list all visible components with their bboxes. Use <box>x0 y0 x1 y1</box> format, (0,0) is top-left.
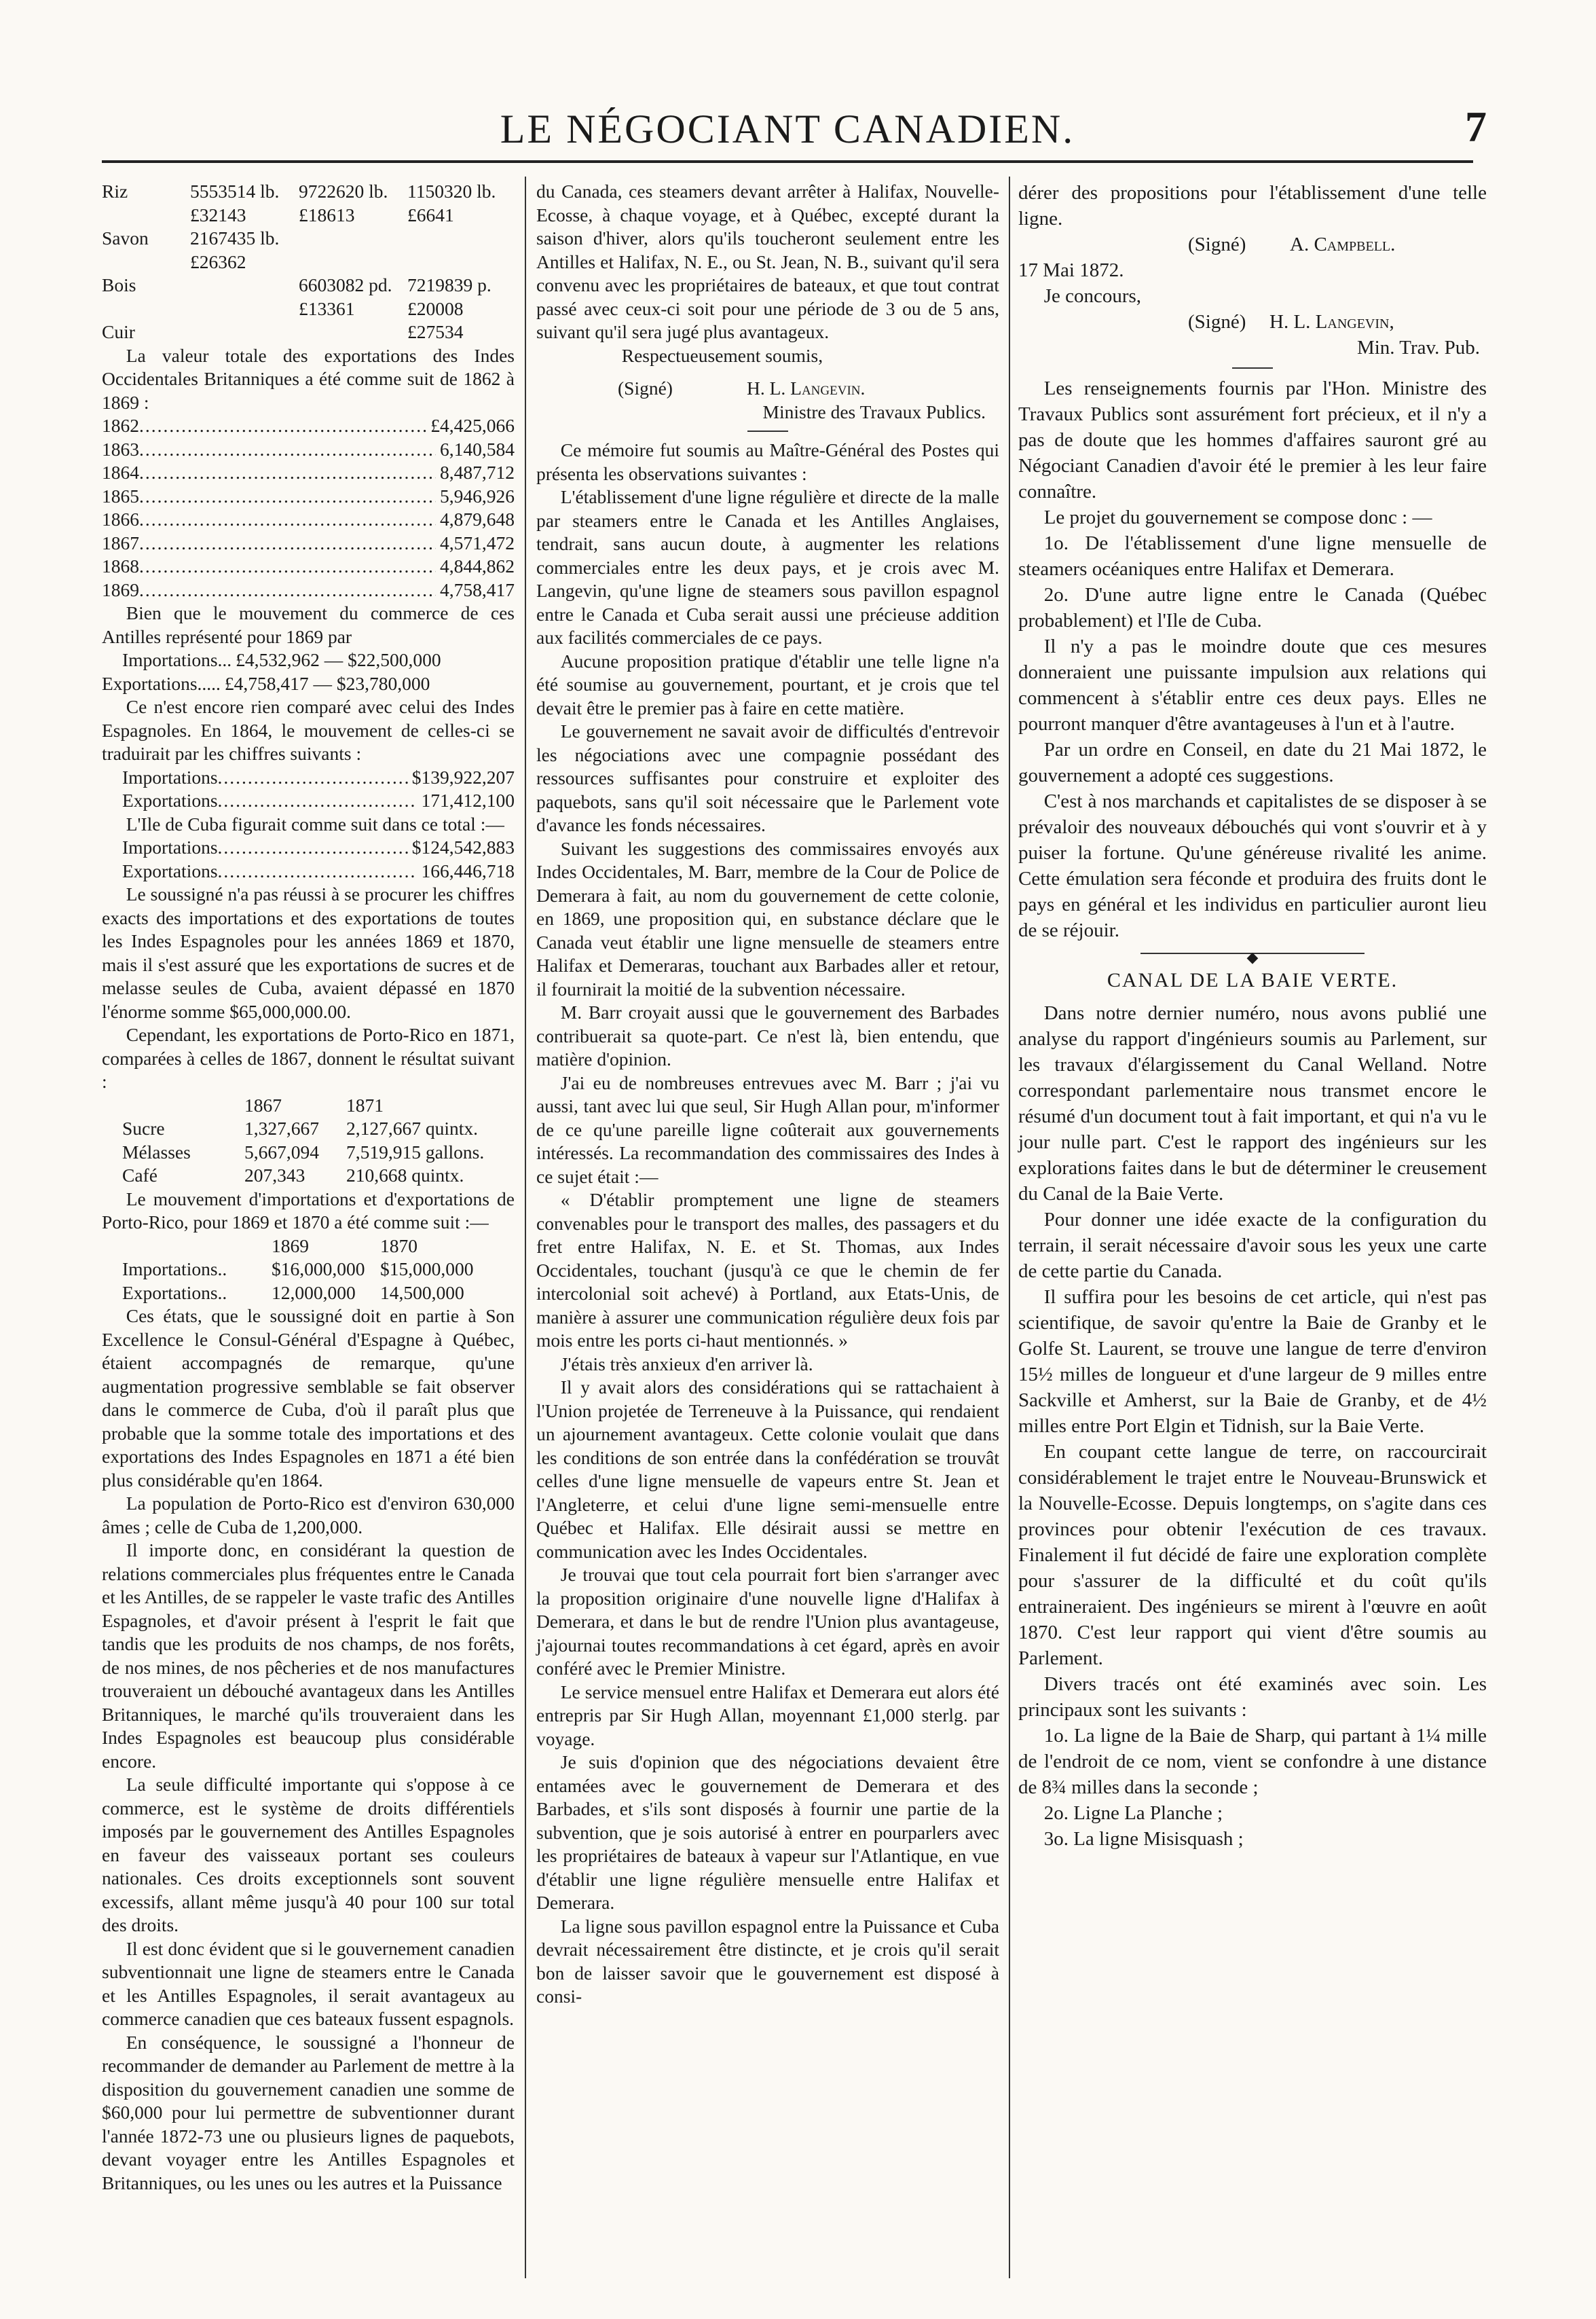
paragraph: Dans notre dernier numéro, nous avons publié une analyse du rapport d'ingénieurs soumis au Parlement, sur les travaux d'élargissement du Canal Welland. Notre correspondant parlementaire nous transmet encore le résumé d'un document tout à fait important, et qui n'a vu le jour nulle part. C'est le rapport des ingénieurs sur les explorations faites dans le but de déterminer le creusement du Canal de la Baie Verte. <box>1018 1002 1487 1205</box>
paragraph: Bien que le mouvement du commerce de ces Antilles représenté pour 1869 par <box>102 602 515 647</box>
date: 17 Mai 1872. <box>1018 259 1124 281</box>
signature: (Signé) A. Campbell. <box>1188 234 1396 255</box>
table-row: Mélasses 5,667,094 7,519,915 gallons. <box>122 1141 485 1163</box>
page-number: 7 <box>1465 103 1487 151</box>
paragraph: La valeur totale des exportations des Indes Occidentales Britanniques a été comme suit de 1862 à 1869 : <box>102 344 515 413</box>
paragraph: Aucune proposition pratique d'établir une telle ligne n'a été soumise au gouvernement, pourtant, et je crois que tel devait être le premier pas à faire en cette matière. <box>536 650 999 718</box>
table-row: 1866 ..... 4,879,648 <box>102 508 515 532</box>
paragraph: Je trouvai que tout cela pourrait fort bien s'arranger avec la proposition originaire d'une nouvelle ligne d'Halifax à Demerara, et dans le but de rendre l'Union plus avantageuse, j'ajournai toutes recommandations à cet égard, après en avoir conféré avec le Premier Ministre. <box>536 1564 999 1679</box>
paragraph: Il n'y a pas le moindre doute que ces mesures donneraient une puissante impulsion aux relations qui commencent à s'établir entre ces deux pays. Elles ne pourront manquer d'être avantageuses à l'un et à l'autre. <box>1018 636 1487 735</box>
column-divider <box>1009 177 1010 2278</box>
table-row: Exportations..... £4,758,417 — $23,780,000 <box>102 672 430 694</box>
table-row: Bois 6603082 pd. 7219839 p. <box>102 274 491 295</box>
column-2 <box>536 180 999 2009</box>
paragraph: du Canada, ces steamers devant arrêter à Halifax, Nouvelle-Ecosse, à chaque voyage, et à Québec, excepté durant la saison d'hiver, alors qu'ils toucheront seulement entre les Antilles et Halifax, N. E., ou St. Jean, N. B., suivant qu'il sera convenu avec les propriétaires de bateaux, et que tout contrat passé avec ceux-ci soit pour une période de 3 ou de 5 ans, suivant qu'il sera jugé plus avantageux. <box>536 181 999 342</box>
list-item: 2o. Ligne La Planche ; <box>1043 1802 1223 1824</box>
concurrence: Je concours, <box>1043 285 1142 307</box>
page-header <box>102 102 1487 156</box>
paragraph: Le projet du gouvernement se compose donc : — <box>1043 507 1432 528</box>
closing: Respectueusement soumis, <box>621 344 823 366</box>
separator <box>1232 367 1273 369</box>
header-rule <box>102 160 1473 163</box>
table-row: Cuir £27534 <box>102 321 464 342</box>
list-item: 2o. D'une autre ligne entre le Canada (Québec probablement) et l'Ile de Cuba. <box>1018 584 1487 632</box>
paragraph: M. Barr croyait aussi que le gouvernement des Barbades contribuerait sa quote-part. Ce n'est là, bien entendu, que matière d'opinion. <box>536 1002 999 1070</box>
column-1 <box>102 180 515 2195</box>
paragraph: Le service mensuel entre Halifax et Demerara eut alors été entrepris par Sir Hugh Allan, moyennant £1,000 sterlg. par voyage. <box>536 1681 999 1749</box>
table-row: £32143 £18613 £6641 <box>190 204 454 225</box>
paragraph: Ce n'est encore rien comparé avec celui des Indes Espagnoles. En 1864, le mouvement de celles-ci se traduirait par les chiffres suivants : <box>102 696 515 764</box>
table-row: Riz 5553514 lb. 9722620 lb. 1150320 lb. <box>102 181 496 202</box>
paragraph: Les renseignements fournis par l'Hon. Ministre des Travaux Publics sont assurément fort précieux, et il n'y a pas de doute que les hommes d'affaires sauront gré au Négociant Canadien d'avoir été le premier à les leur faire connaître. <box>1018 378 1487 503</box>
table-row: 1869 ..... 4,758,417 <box>102 579 515 602</box>
table-row: £13361 £20008 <box>299 297 464 319</box>
table-row: Sucre 1,327,667 2,127,667 quintx. <box>122 1118 479 1139</box>
paragraph: J'étais très anxieux d'en arriver là. <box>560 1353 813 1374</box>
paragraph: En conséquence, le soussigné a l'honneur de recommander de demander au Parlement de mettre à la disposition du gouvernement canadien une somme de $60,000 pour lui permettre de subventionner durant l'année 1872-73 une ou plusieurs lignes de paquebots, devant voyager entre les Antilles Espagnoles et Britanniques, ou les unes ou les autres et la Puissance <box>102 2031 515 2193</box>
paragraph: L'établissement d'une ligne régulière et directe de la malle par steamers entre le Canada et les Antilles Anglaises, tendrait, sans aucun doute, à augmenter les relations commerciales entre les deux pays, et je crois avec M. Langevin, qu'une ligne de steamers sous pavillon espagnol entre le Canada et Cuba serait aussi une précieuse addition aux facilités commerciales de ce pays. <box>536 486 999 648</box>
paragraph: Suivant les suggestions des commissaires envoyés aux Indes Occidentales, M. Barr, membre de la Cour de Police de Demerara à fait, au nom du gouvernement de cette colonie, en 1869, une proposition qui, en substance déclare que le Canada veut établir une ligne mensuelle de steamers entre Halifax et Demeraras, touchant aux Barbades aller et retour, il fournirait la moitié de la subvention nécessaire. <box>536 837 999 1000</box>
exports-table <box>102 180 515 344</box>
table-row: 1862 ..... £4,425,066 <box>102 414 515 438</box>
paragraph: Le soussigné n'a pas réussi à se procurer les chiffres exacts des importations et des exportations de toutes les Indes Espagnoles pour les années 1869 et 1870, mais il s'est assuré que les exportations de sucres et de melasse seules de Cuba, avaient dépassé en 1870 l'énorme somme $65,000,000.00. <box>102 883 515 1022</box>
paragraph: L'Ile de Cuba figurait comme suit dans ce total :— <box>126 813 504 835</box>
table-row: Importations ..... $124,542,883 <box>102 836 515 860</box>
paragraph: Je suis d'opinion que des négociations devaient être entamées avec le gouvernement de Demerara et des Barbades, et s'ils sont disposés à fournir une partie de la subvention, que je sois autorisé à entrer en pourparlers avec les propriétaires de bateaux à vapeur sur l'Atlantique, en vue d'établir une ligne régulière mensuelle entre Halifax et Demerara. <box>536 1751 999 1913</box>
table-row: Exportations.. 12,000,000 14,500,000 <box>122 1281 464 1303</box>
quotation: « D'établir promptement une ligne de steamers convenables pour le transport des malles, des passagers et du fret entre Halifax, N. E. et St. Thomas, aux Indes Occidentales, touchant (jusqu'à ce que le chemin de fer intercolonial soit achevé) à Portland, aux Etats-Unis, de manière à assurer une communication régulière deux fois par mois entre les ports ci-haut mentionnés. » <box>536 1189 999 1351</box>
paragraph: J'ai eu de nombreuses entrevues avec M. Barr ; j'ai vu aussi, tant avec lui que seul, Sir Hugh Allan pour, m'informer de ce qu'une pareille ligne coûterait aux gouvernements intéressés. La recommandation des commissaires des Indes à ce sujet était :— <box>536 1072 999 1187</box>
paragraph: La seule difficulté importante qui s'oppose à ce commerce, est le système de droits différentiels imposés par le gouvernement des Antilles Espagnoles en faveur des vaisseaux portant ses couleurs nationales. Ces droits exceptionnels sont souvent excessifs, allant même jusqu'à 40 pour 100 sur total des droits. <box>102 1774 515 1935</box>
table-header: 1867 1871 <box>244 1094 384 1116</box>
paragraph: Ce mémoire fut soumis au Maître-Général des Postes qui présenta les observations suivantes : <box>536 439 999 484</box>
signature-title: Min. Trav. Pub. <box>1356 337 1480 359</box>
paragraph: Par un ordre en Conseil, en date du 21 Mai 1872, le gouvernement a adopté ces suggestions. <box>1018 739 1487 786</box>
table-row: Savon 2167435 lb. <box>102 227 280 249</box>
signature: (Signé) H. L. Langevin, <box>1188 311 1394 333</box>
paragraph: En coupant cette langue de terre, on raccourcirait considérablement le trajet entre le Nouveau-Brunswick et la Nouvelle-Ecosse. Depuis longtemps, on s'agite dans ces provinces pour obtenir l'exécution de ces travaux. Finalement il fut décidé de faire une exploration complète pour s'assurer de la difficulté et du coût qu'ils entraineraient. Des ingénieurs se mirent à l'œuvre en août 1870. C'est leur rapport qui vient d'être soumis au Parlement. <box>1018 1441 1487 1669</box>
list-item: 1o. La ligne de la Baie de Sharp, qui partant à 1¼ mille de l'endroit de ce nom, vient se confondre à une distance de 8¾ milles dans la seconde ; <box>1018 1725 1487 1798</box>
table-row: £26362 <box>190 251 246 272</box>
section-separator: ◆ <box>1018 943 1487 964</box>
table-row: 1863 ..... 6,140,584 <box>102 438 515 462</box>
paragraph: Il suffira pour les besoins de cet article, qui n'est pas scientifique, de savoir qu'entre la Baie de Granby et le Golfe St. Laurent, se trouve une langue de terre d'environ 15½ milles de longueur et d'une largeur de 9 milles entre Sackville et Amherst, sur la Baie de Granby, et de 4½ milles entre Port Elgin et Tidnish, sur la Baie Verte. <box>1018 1286 1487 1437</box>
paragraph: Cependant, les exportations de Porto-Rico en 1871, comparées à celles de 1867, donnent le résultat suivant : <box>102 1024 515 1092</box>
paragraph: Il y avait alors des considérations qui se rattachaient à l'Union projetée de Terreneuve à la Puissance, qui rendaient un ajournement avantageux. Cette colonie voulait que dans les conditions de son entrée dans la confédération se trouvât celles d'une ligne mensuelle de vapeurs entre St. Jean et l'Angleterre, et celui d'une ligne semi-mensuelle entre Québec et Halifax. Elle désirait aussi se mettre en communication avec les Indes Occidentales. <box>536 1376 999 1562</box>
newspaper-title: LE NÉGOCIANT CANADIEN. <box>500 107 1075 151</box>
list-item: 3o. La ligne Misisquash ; <box>1043 1828 1244 1850</box>
paragraph: Le mouvement d'importations et d'exportations de Porto-Rico, pour 1869 et 1870 a été comme suit :— <box>102 1188 515 1232</box>
paragraph: Ces états, que le soussigné doit en partie à Son Excellence le Consul-Général d'Espagne à Québec, étaient accompagnés de remarque, qu'une augmentation progressive semblable se fait observer dans le commerce de Cuba, d'où il paraît plus que probable que la somme totale des importations et des exportations des Indes Espagnoles en 1871 a été bien plus considérable qu'en 1864. <box>102 1305 515 1491</box>
column-3 <box>1018 180 1487 1852</box>
table-row: Exportations ..... 166,446,718 <box>102 860 515 883</box>
table-row: Café 207,343 210,668 quintx. <box>122 1165 464 1186</box>
separator <box>747 431 788 432</box>
section-title: CANAL DE LA BAIE VERTE. <box>1107 969 1398 991</box>
list-item: 1o. De l'établissement d'une ligne mensuelle de steamers océaniques entre Halifax et Demerara. <box>1018 532 1487 580</box>
signature-title: Ministre des Travaux Publics. <box>762 401 986 422</box>
table-row: Importations ..... $139,922,207 <box>102 766 515 790</box>
paragraph: Divers tracés ont été examinés avec soin. Les principaux sont les suivants : <box>1018 1673 1487 1721</box>
paragraph: La ligne sous pavillon espagnol entre la Puissance et Cuba devrait nécessairement être distincte, et je crois qu'il serait bon de laisser savoir que le gouvernement est disposé à consi- <box>536 1915 999 2007</box>
paragraph: Pour donner une idée exacte de la configuration du terrain, il serait nécessaire d'avoir sous les yeux une carte de cette partie du Canada. <box>1018 1209 1487 1282</box>
table-row: 1865 ..... 5,946,926 <box>102 485 515 509</box>
table-row: 1864 ..... 8,487,712 <box>102 461 515 485</box>
table-header: 1869 1870 <box>272 1235 417 1256</box>
paragraph: Il importe donc, en considérant la question de relations commerciales plus fréquentes entre le Canada et les Antilles, de se rappeler le vaste trafic des Antilles Espagnoles, et d'avoir présent à l'esprit le fait que tandis que les produits de nos champs, de nos forêts, de nos mines, de nos pêcheries et de nos manufactures trouveraient un débouché avantageux dans les Antilles Britanniques, le marché qu'ils trouveraient dans les Indes Espagnoles est beaucoup plus considérable encore. <box>102 1539 515 1772</box>
yearly-exports-table <box>102 414 515 602</box>
signature: (Signé) H. L. Langevin. <box>618 378 866 399</box>
paragraph: Le gouvernement ne savait avoir de difficultés d'entrevoir les négociations avec une compagnie possédant des ressources suffisantes pour construire et exploiter des paquebots, sans qu'il soit nécessaire que le Parlement vote d'avance les fonds nécessaires. <box>536 720 999 835</box>
column-divider <box>525 177 526 2278</box>
paragraph: Il est donc évident que si le gouvernement canadien subventionnait une ligne de steamers entre le Canada et les Antilles Espagnoles, il serait avantageux au commerce canadien que ces bateaux fussent espagnols. <box>102 1937 515 2029</box>
paragraph: La population de Porto-Rico est d'environ 630,000 âmes ; celle de Cuba de 1,200,000. <box>102 1493 515 1537</box>
table-row: Exportations ..... 171,412,100 <box>102 789 515 813</box>
table-row: Importations... £4,532,962 — $22,500,000 <box>122 649 441 670</box>
table-row: 1867 ..... 4,571,472 <box>102 532 515 555</box>
table-row: 1868 ..... 4,844,862 <box>102 555 515 579</box>
table-row: Importations.. $16,000,000 $15,000,000 <box>122 1258 474 1279</box>
paragraph: C'est à nos marchands et capitalistes de se disposer à se prévaloir des nouveaux débouchés qui vont s'ouvrir et à y puiser la fortune. Qu'une généreuse rivalité les anime. Cette émulation sera féconde et produira des fruits dont le pays en général et les individus en particulier auront lieu de se réjouir. <box>1018 790 1487 941</box>
paragraph: dérer des propositions pour l'établissement d'une telle ligne. <box>1018 182 1487 230</box>
